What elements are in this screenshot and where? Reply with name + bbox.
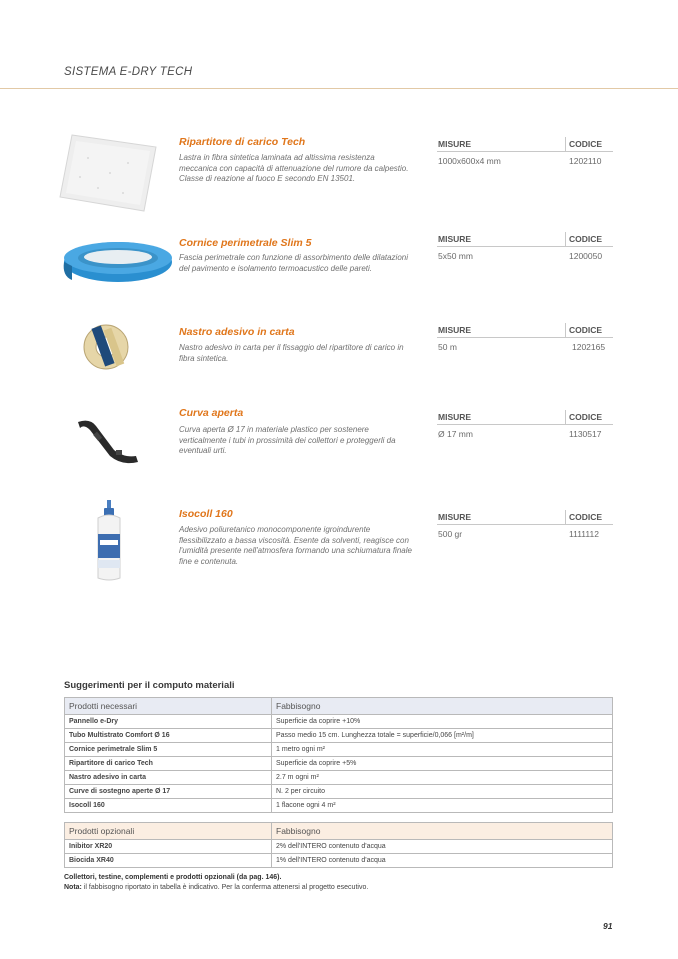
table-row xyxy=(65,715,613,729)
product-name: Nastro adesivo in carta xyxy=(179,326,295,338)
table-row xyxy=(65,854,613,868)
table-row xyxy=(65,757,613,771)
table-row xyxy=(65,799,613,813)
row-requirement: 2.7 m ogni m² xyxy=(272,771,613,785)
row-requirement: Superficie da coprire +10% xyxy=(272,715,613,729)
table-header: Fabbisogno xyxy=(272,698,613,715)
open-bend-image xyxy=(74,414,144,466)
code-value: 1111112 xyxy=(569,529,599,539)
product-name: Ripartitore di carico Tech xyxy=(179,136,306,148)
suggestions-title: Suggerimenti per il computo materiali xyxy=(64,680,235,691)
product-name: Cornice perimetrale Slim 5 xyxy=(179,237,312,249)
measures-label: MISURE xyxy=(438,139,472,149)
product-spec xyxy=(437,232,613,261)
spec-header xyxy=(437,137,613,152)
product-name: Isocoll 160 xyxy=(179,508,233,520)
measures-value: Ø 17 mm xyxy=(438,429,473,439)
table-header: Prodotti opzionali xyxy=(65,823,272,840)
code-value: 1202165 xyxy=(572,342,606,352)
code-label: CODICE xyxy=(569,139,603,149)
notes xyxy=(64,873,368,893)
measures-value: 5x50 mm xyxy=(438,251,473,261)
page-number: 91 xyxy=(603,921,613,931)
code-label: CODICE xyxy=(569,512,603,522)
row-requirement: 2% dell'INTERO contenuto d'acqua xyxy=(272,840,613,854)
required-products-table xyxy=(64,697,613,813)
table-row xyxy=(65,785,613,799)
code-value: 1202110 xyxy=(569,156,602,166)
measures-label: MISURE xyxy=(438,412,472,422)
row-requirement: N. 2 per circuito xyxy=(272,785,613,799)
header-divider xyxy=(0,88,678,89)
load-distributor-image xyxy=(58,133,158,213)
table-row xyxy=(65,771,613,785)
table-header: Fabbisogno xyxy=(272,823,613,840)
row-requirement: Superficie da coprire +5% xyxy=(272,757,613,771)
row-product: Biocida XR40 xyxy=(65,854,272,868)
code-label: CODICE xyxy=(569,325,603,335)
code-value: 1130517 xyxy=(569,429,602,439)
product-description: Fascia perimetrale con funzione di assorbimento delle dilatazioni del pavimento e isolamento termoacustico delle pareti. xyxy=(179,253,409,273)
section-title: SISTEMA E-DRY TECH xyxy=(64,66,193,78)
product-description: Nastro adesivo in carta per il fissaggio del ripartitore di carico in fibra sintetica. xyxy=(179,343,404,363)
product-spec xyxy=(437,410,613,439)
row-requirement: 1% dell'INTERO contenuto d'acqua xyxy=(272,854,613,868)
measures-label: MISURE xyxy=(438,325,472,335)
perimeter-strip-image xyxy=(62,238,174,286)
row-product: Isocoll 160 xyxy=(65,799,272,813)
row-requirement: 1 flacone ogni 4 m² xyxy=(272,799,613,813)
code-value: 1200050 xyxy=(569,251,603,261)
row-product: Pannello e-Dry xyxy=(65,715,272,729)
row-product: Cornice perimetrale Slim 5 xyxy=(65,743,272,757)
product-description: Adesivo poliuretanico monocomponente igroindurente flessibilizzato a bassa viscosità. Esente da solventi, reagisce con l'umidità presente nell'atmosfera formando una schiumatura finale fine e contenuta. xyxy=(179,525,412,566)
code-label: CODICE xyxy=(569,234,603,244)
notes-label: Nota: xyxy=(64,884,82,891)
measures-label: MISURE xyxy=(438,234,472,244)
row-requirement: 1 metro ogni m² xyxy=(272,743,613,757)
measures-label: MISURE xyxy=(438,512,472,522)
optional-products-table xyxy=(64,822,613,868)
measures-value: 1000x600x4 mm xyxy=(438,156,501,166)
row-product: Tubo Multistrato Comfort Ø 16 xyxy=(65,729,272,743)
table-row xyxy=(65,729,613,743)
table-header: Prodotti necessari xyxy=(65,698,272,715)
adhesive-bottle-image xyxy=(94,500,124,582)
product-description: Curva aperta Ø 17 in materiale plastico per sostenere verticalmente i tubi in prossimità dei collettori e proteggerli da eventuali urti. xyxy=(179,425,396,455)
row-product: Nastro adesivo in carta xyxy=(65,771,272,785)
product-name: Curva aperta xyxy=(179,407,244,419)
product-spec xyxy=(437,137,613,166)
measures-value: 500 gr xyxy=(438,529,463,539)
notes-line1: Collettori, testine, complementi e prodotti opzionali (da pag. 146). xyxy=(64,874,282,881)
row-product: Ripartitore di carico Tech xyxy=(65,757,272,771)
table-row xyxy=(65,840,613,854)
paper-tape-image xyxy=(80,322,132,372)
product-description: Lastra in fibra sintetica laminata ad altissima resistenza meccanica con capacità di attenuazione del rumore da calpestio. Classe di reazione al fuoco E secondo EN 13501. xyxy=(179,153,409,183)
code-label: CODICE xyxy=(569,412,603,422)
row-product: Curve di sostegno aperte Ø 17 xyxy=(65,785,272,799)
row-product: Inibitor XR20 xyxy=(65,840,272,854)
measures-value: 50 m xyxy=(438,342,457,352)
table-row xyxy=(65,743,613,757)
notes-line2: il fabbisogno riportato in tabella è indicativo. Per la conferma attenersi al progetto esecutivo. xyxy=(83,884,369,891)
product-spec xyxy=(437,510,613,539)
row-requirement: Passo medio 15 cm. Lunghezza totale = superficie/0,066 [m²/m] xyxy=(272,729,613,743)
product-spec xyxy=(437,323,613,352)
